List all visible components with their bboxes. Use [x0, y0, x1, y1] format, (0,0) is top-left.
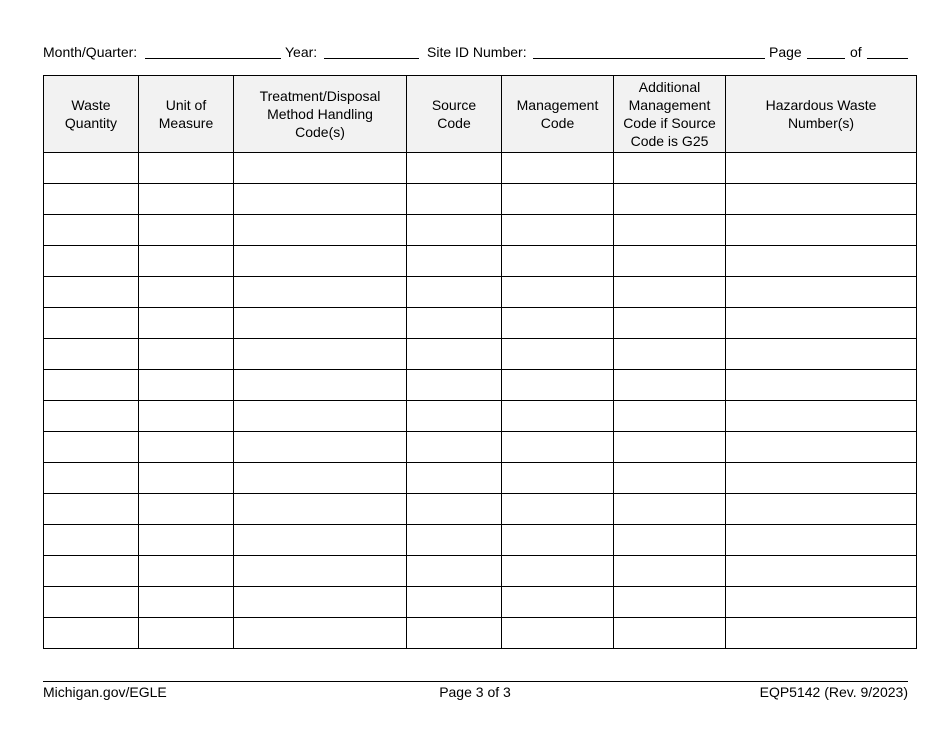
table-cell[interactable] — [502, 556, 614, 587]
table-cell[interactable] — [44, 587, 139, 618]
table-cell[interactable] — [44, 184, 139, 215]
column-header-hazardous-waste-number: Hazardous Waste Number(s) — [726, 76, 917, 153]
table-cell[interactable] — [407, 556, 502, 587]
table-cell[interactable] — [139, 215, 234, 246]
table-cell[interactable] — [234, 556, 407, 587]
table-cell[interactable] — [502, 153, 614, 184]
table-cell[interactable] — [139, 308, 234, 339]
table-cell[interactable] — [44, 246, 139, 277]
table-row — [44, 308, 917, 339]
table-cell[interactable] — [44, 494, 139, 525]
table-row — [44, 587, 917, 618]
table-cell[interactable] — [407, 308, 502, 339]
table-cell[interactable] — [407, 184, 502, 215]
table-cell[interactable] — [234, 494, 407, 525]
table-cell[interactable] — [234, 587, 407, 618]
table-row — [44, 277, 917, 308]
table-row — [44, 246, 917, 277]
table-cell[interactable] — [44, 215, 139, 246]
column-header-unit-of-measure: Unit of Measure — [139, 76, 234, 153]
table-cell[interactable] — [234, 401, 407, 432]
table-cell[interactable] — [234, 215, 407, 246]
table-cell[interactable] — [139, 277, 234, 308]
table-cell[interactable] — [726, 463, 917, 494]
table-cell[interactable] — [139, 401, 234, 432]
year-field[interactable] — [324, 58, 419, 59]
table-cell[interactable] — [502, 215, 614, 246]
table-cell[interactable] — [407, 153, 502, 184]
table-row — [44, 401, 917, 432]
form-header-line — [43, 42, 908, 62]
table-cell[interactable] — [234, 153, 407, 184]
table-cell[interactable] — [407, 401, 502, 432]
table-cell[interactable] — [614, 494, 726, 525]
footer-form-id: EQP5142 (Rev. 9/2023) — [759, 684, 908, 700]
table-cell[interactable] — [139, 525, 234, 556]
table-header-row — [44, 76, 917, 153]
site-id-label: Site ID Number: — [427, 44, 527, 60]
table-cell[interactable] — [407, 339, 502, 370]
table-cell[interactable] — [407, 215, 502, 246]
table-cell[interactable] — [139, 246, 234, 277]
table-cell[interactable] — [44, 556, 139, 587]
table-cell[interactable] — [407, 525, 502, 556]
column-header-source-code: Source Code — [407, 76, 502, 153]
table-cell[interactable] — [234, 246, 407, 277]
table-row — [44, 339, 917, 370]
table-row — [44, 370, 917, 401]
table-cell[interactable] — [502, 401, 614, 432]
table-cell[interactable] — [139, 556, 234, 587]
table-cell[interactable] — [407, 370, 502, 401]
table-cell[interactable] — [139, 432, 234, 463]
year-label: Year: — [285, 44, 318, 60]
table-cell[interactable] — [139, 370, 234, 401]
footer-page-info: Page 3 of 3 — [439, 684, 511, 700]
table-cell[interactable] — [614, 308, 726, 339]
table-cell[interactable] — [44, 525, 139, 556]
table-cell[interactable] — [234, 463, 407, 494]
table-cell[interactable] — [726, 618, 917, 649]
table-cell[interactable] — [44, 370, 139, 401]
table-cell[interactable] — [139, 587, 234, 618]
table-cell[interactable] — [726, 587, 917, 618]
table-cell[interactable] — [139, 153, 234, 184]
table-cell[interactable] — [407, 432, 502, 463]
column-header-waste-quantity: Waste Quantity — [44, 76, 139, 153]
table-cell[interactable] — [726, 432, 917, 463]
table-cell[interactable] — [502, 184, 614, 215]
table-cell[interactable] — [44, 153, 139, 184]
table-cell[interactable] — [44, 308, 139, 339]
table-cell[interactable] — [726, 339, 917, 370]
table-cell[interactable] — [726, 215, 917, 246]
table-cell[interactable] — [407, 494, 502, 525]
table-body — [44, 153, 917, 649]
table-cell[interactable] — [614, 339, 726, 370]
month-quarter-label: Month/Quarter: — [43, 44, 138, 60]
table-cell[interactable] — [234, 370, 407, 401]
table-cell[interactable] — [726, 153, 917, 184]
footer-website: Michigan.gov/EGLE — [43, 684, 167, 700]
table-row — [44, 463, 917, 494]
table-cell[interactable] — [407, 277, 502, 308]
table-cell[interactable] — [44, 432, 139, 463]
table-cell[interactable] — [614, 463, 726, 494]
table-cell[interactable] — [726, 308, 917, 339]
table-row — [44, 215, 917, 246]
table-cell[interactable] — [502, 432, 614, 463]
table-cell[interactable] — [234, 525, 407, 556]
table-cell[interactable] — [614, 401, 726, 432]
table-cell[interactable] — [407, 618, 502, 649]
table-cell[interactable] — [614, 153, 726, 184]
table-row — [44, 153, 917, 184]
table-cell[interactable] — [726, 556, 917, 587]
table-cell[interactable] — [726, 401, 917, 432]
table-cell[interactable] — [726, 246, 917, 277]
table-row — [44, 556, 917, 587]
table-cell[interactable] — [234, 339, 407, 370]
table-cell[interactable] — [502, 463, 614, 494]
table-cell[interactable] — [614, 525, 726, 556]
table-cell[interactable] — [234, 618, 407, 649]
table-cell[interactable] — [502, 618, 614, 649]
table-cell[interactable] — [44, 339, 139, 370]
table-cell[interactable] — [234, 432, 407, 463]
page-label: Page — [769, 44, 802, 60]
table-cell[interactable] — [726, 525, 917, 556]
table-cell[interactable] — [726, 277, 917, 308]
table-row — [44, 618, 917, 649]
table-cell[interactable] — [502, 308, 614, 339]
table-cell[interactable] — [502, 587, 614, 618]
table-cell[interactable] — [139, 339, 234, 370]
footer-divider — [43, 681, 908, 682]
table-cell[interactable] — [234, 184, 407, 215]
of-label: of — [850, 44, 862, 60]
table-cell[interactable] — [139, 463, 234, 494]
month-quarter-field[interactable] — [145, 58, 281, 59]
table-row — [44, 525, 917, 556]
table-cell[interactable] — [502, 494, 614, 525]
table-cell[interactable] — [614, 184, 726, 215]
table-cell[interactable] — [614, 246, 726, 277]
table-cell[interactable] — [407, 587, 502, 618]
site-id-field[interactable] — [533, 58, 765, 59]
table-cell[interactable] — [502, 277, 614, 308]
waste-report-table — [43, 75, 917, 649]
page-total-field[interactable] — [867, 58, 908, 59]
table-cell[interactable] — [44, 463, 139, 494]
table-cell[interactable] — [234, 308, 407, 339]
table-cell[interactable] — [139, 618, 234, 649]
table-cell[interactable] — [502, 525, 614, 556]
table-cell[interactable] — [139, 494, 234, 525]
table-cell[interactable] — [726, 184, 917, 215]
table-cell[interactable] — [44, 618, 139, 649]
page-number-field[interactable] — [807, 58, 845, 59]
table-cell[interactable] — [44, 401, 139, 432]
table-cell[interactable] — [614, 556, 726, 587]
table-cell[interactable] — [139, 184, 234, 215]
table-row — [44, 494, 917, 525]
table-cell[interactable] — [726, 494, 917, 525]
column-header-additional-management-code: Additional Management Code if Source Code is G25 — [614, 76, 726, 153]
table-cell[interactable] — [726, 370, 917, 401]
table-cell[interactable] — [614, 618, 726, 649]
column-header-treatment-disposal-code: Treatment/Disposal Method Handling Code(s) — [234, 76, 407, 153]
table-cell[interactable] — [407, 463, 502, 494]
table-cell[interactable] — [614, 587, 726, 618]
table-cell[interactable] — [234, 277, 407, 308]
column-header-management-code: Management Code — [502, 76, 614, 153]
table-cell[interactable] — [502, 339, 614, 370]
table-row — [44, 184, 917, 215]
table-cell[interactable] — [614, 370, 726, 401]
table-cell[interactable] — [407, 246, 502, 277]
table-cell[interactable] — [502, 246, 614, 277]
table-cell[interactable] — [614, 432, 726, 463]
table-cell[interactable] — [614, 215, 726, 246]
table-row — [44, 432, 917, 463]
table-cell[interactable] — [44, 277, 139, 308]
table-cell[interactable] — [502, 370, 614, 401]
table-cell[interactable] — [614, 277, 726, 308]
